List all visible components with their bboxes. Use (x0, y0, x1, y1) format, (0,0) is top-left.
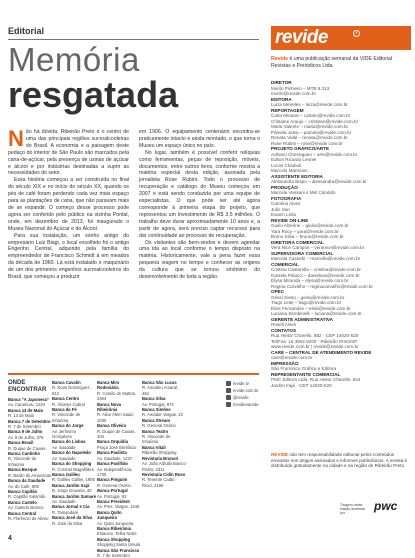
staff-heading: EDITORA (271, 96, 292, 102)
list-item (142, 418, 186, 429)
list-item (97, 439, 141, 450)
newsstand-name: Banca Jornal e Cia (52, 504, 90, 510)
social-link[interactable]: /revidenarede (226, 401, 266, 408)
newsstand-name: Banca Galileu (52, 471, 80, 477)
list-item (142, 396, 186, 407)
newsstand-address: Av. João Arbulla Bianco (142, 461, 186, 467)
list-item (8, 408, 52, 419)
staff-line: Regina Carvalho – reginacarvalho@revide.com.br (271, 283, 373, 289)
staff-line: Roseli Alves (271, 322, 297, 327)
facebook-icon (226, 402, 231, 407)
list-item (97, 423, 141, 439)
list-item (52, 407, 96, 423)
newsstand-address: R. Coronel Magalhães (52, 466, 94, 472)
staff-heading: ASSISTENTE EDITORIA (271, 173, 323, 179)
staff-line: Yara Racy – yara@revide.com.br (271, 228, 339, 234)
staff-heading: FOTOGRAFIA (271, 195, 302, 201)
newsstand-address: Av. Saudade (52, 455, 76, 461)
page-number: 4 (8, 535, 12, 542)
list-item (52, 504, 96, 515)
newsstand-address: R. Visconde de Inhaúma (52, 412, 81, 423)
tv-icon (226, 381, 231, 386)
newsstand-address: R. General Osório (97, 482, 131, 488)
staff-line: Marcelo Marmiani (271, 168, 308, 173)
newsstand-name: Banca Brasil (8, 440, 34, 446)
list-item (8, 500, 52, 511)
social-link[interactable]: @revide (226, 394, 266, 401)
staff-line: Ewaim Leão (271, 212, 297, 217)
social-links (226, 380, 266, 408)
staff-heading: GERENTE ADMINISTRATIVA (271, 316, 333, 322)
newsstand-address: R. 13 de Maio (8, 413, 35, 419)
masthead-staff (271, 80, 411, 388)
staff-line: murilo@revide.com.br (271, 91, 316, 96)
staff-heading: PRODUÇÃO (271, 184, 298, 190)
newsstand-address: Av. Pres. Vargas, 1446 (97, 504, 140, 510)
list-item (142, 429, 186, 445)
paragraph: Para sua instalação, um sonho antigo do empresário Luiz Biagi, o local escolhido foi o antigo Engenho Central, adquirido pela família do empreendedor de Francisco Schmidt à em meados da década de 1960. Lá está instalado o maquinário de um dos primeiros engenhos sucroalcooleiros do Brasil, que começou a produzir (8, 232, 129, 281)
newsstand-address: Av. Saudade (52, 444, 76, 450)
list-item (97, 488, 141, 499)
staff-line: Bruno Silva – bruno@revide.com.br (271, 234, 344, 239)
staff-line: Marcela Cassebi – marcella@revide.com.br (271, 256, 361, 261)
newsstand-address: R. Visconde de Inhaúma (142, 434, 171, 445)
list-item (8, 440, 52, 451)
staff-line: Rua Heitor Charello, 882 · CEP 14020-520 (271, 333, 359, 338)
section-label: Editorial (8, 26, 45, 36)
social-link[interactable]: revide.tv (226, 380, 266, 387)
list-item (52, 380, 96, 396)
staff-line: www.revide.com.br | revide@revide.com.br (271, 344, 359, 349)
staff-heading: COMERCIAL (271, 261, 299, 267)
newsstand-name: Banca Bosque (8, 467, 38, 473)
newsstand-name: Banca da Saudade (8, 478, 46, 484)
staff-line: Elysa Miranda – elysa@revide.com.br (271, 278, 349, 283)
list-item (8, 467, 52, 478)
staff-line: Tel/Fax: 16 3602.5200 · Ribeirão Preto/SP (271, 338, 358, 344)
newsstand-name: Banca do Lisboa (52, 439, 86, 445)
newsstand-name: Banca 9 de Julho (8, 429, 43, 435)
headline-line1: Memória (8, 41, 140, 78)
newsstand-name: Banca 7 de Setembro (8, 418, 51, 424)
staff-line: Tiago Leite – tiago@revide.com.br (271, 300, 342, 305)
newsstand-address: Av. Portugal, 974 (142, 401, 174, 407)
newsstand-name: Banca Cantinho (8, 451, 40, 457)
list-item (8, 511, 52, 522)
newsstand-name: Banca Portugal (97, 488, 128, 494)
staff-line: PMC Editora Ltda. Rua Heitor Charello, 844 (271, 377, 361, 382)
staff-line: Jardim Irajá · CEP 14020-520 (271, 382, 332, 388)
staff-heading: REPORTAGEM (271, 107, 304, 113)
newsstand-address: Av. Saudade, 1227 (97, 455, 133, 461)
newsstand-name: Banca Pavilhão (97, 461, 128, 467)
newsstand-address: Av. Caramuru, 1234 (8, 402, 46, 408)
paragraph: No lugar, também é possível conferir relíquias como ferramentas, peças de reposição, móveis, documentos, entre outros itens, conforme mostra a matéria especial desta edição, assinada pela jornalista Rose Rubini. Todo o processo de recuperação e catálogo do Museu começou em 2007 e está sendo conduzida por uma equipe de especialistas. O que pode ser até agora corresponde à primeira etapa do projeto, que representou um investimento de R$ 3,5 milhões. O trabalho deve durar aproximadamente 10 anos e, a partir de agora, será preciso captar recursos para dar continuidade ao processo de recuperação. (139, 149, 260, 239)
disclaimer: REVIDE não tem responsabilidade editorial pelos conteúdos enviados nos artigos assinados e informes publicitários. A revista é distribuída gratuitamente na cidade e na região de Ribeirão Preto (271, 452, 408, 469)
top-rule (8, 39, 259, 40)
staff-heading: CONTATOS (271, 327, 297, 333)
staff-heading: DIRETORA COMERCIAL (271, 239, 324, 245)
list-item (52, 494, 96, 505)
staff-line: Giulio Alzerine – giulio@revide.com.br (271, 223, 349, 228)
newsstand-address: R. Amadeu Amaral, 484 (142, 385, 179, 396)
onde-column-4 (142, 380, 186, 488)
newsstand-address: R. Duque de Caxias, 404 (97, 428, 136, 440)
staff-line: Carla Minossi – carlam@revide.com.br (271, 113, 351, 118)
staff-heading: SUPERVISORA COMERCIAL (271, 250, 334, 256)
newsstand-address: Praça José Bonifácio (97, 444, 137, 450)
newsstand-name: Banca José da Silva (52, 515, 93, 521)
audit-text: Tiragem desta edição auditada por (340, 503, 365, 516)
staff-heading: OPEC (271, 289, 285, 294)
newsstand-address: R. José da Silva (52, 520, 83, 526)
staff-heading: CARE – CENTRAL DE ATENDIMENTO REVIDE (271, 349, 372, 355)
accent-rule (8, 373, 259, 375)
newsstand-address: R. Nove Dominguez, 812 (52, 385, 91, 396)
newsstand-address: Av. Portugal, 63 (97, 493, 127, 499)
newsstand-address: R. Jorge Gouveia, 40 (52, 488, 92, 494)
registered-icon: ® (353, 30, 360, 37)
list-item (8, 478, 52, 489)
list-item (97, 499, 141, 510)
newsstand-name: Banca Stream (142, 417, 170, 423)
staff-line: Murilo Pinheiro – MTB 6.313 (271, 85, 330, 91)
newsstand-name: Banca Cavalin (52, 380, 81, 385)
newsstand-name: Banca Pinguim (97, 477, 128, 483)
staff-line: Daniela Palucci – danielaxs@revide.com.br (271, 272, 360, 278)
list-item (97, 402, 141, 424)
staff-heading: PROJETO GRÁFICO/ARTE (271, 146, 330, 151)
staff-line: Adriano Chenegano – arte@revide.com.br (271, 151, 358, 157)
list-item (142, 380, 186, 396)
paragraph: ão há dúvida: Ribeirão Preto é o centro de uma das principais regiões sucroalcooleiras do Brasil. A economia e a paisagem deste pedaço do interior de São Paulo são marcados pela cana-de-açúcar, pela presença de usinas de açúcar e álcool e por indústrias destinadas a suprir as necessidades do setor. (8, 129, 129, 177)
brand-name: Revide (271, 56, 289, 62)
newsstand-name: Banca São Lucas (142, 380, 177, 385)
paragraph: Essa história começou a ser construída no final do século XIX e no início do século XX, quando os pés de café foram perdendo cada vez mais espaço para as plantações de cana, que não paravam mais de se expandir. O começo desse processo pode agora ser conferido pelo público na vizinha Pontal, onde, em dezembro de 2013, foi inaugurado o Museu Nacional do Açúcar e do Álcool. (8, 177, 129, 232)
newsstand-name: Banca Oliveira (97, 423, 127, 429)
web-icon (226, 388, 231, 393)
list-item (8, 419, 52, 430)
newsstand-address: Shopping Santa Úrsula (97, 542, 141, 548)
list-item (142, 472, 186, 488)
staff-line: Maria Valente – maria@revide.com.br (271, 124, 349, 129)
newsstand-name: Banca da Fé (52, 407, 77, 413)
newsstand-address: R. Tamandaré (52, 509, 79, 515)
newsstand-address: Av. Independência, 1730 (97, 466, 133, 477)
list-item (8, 451, 52, 467)
staff-line: Luciana Sembinelli – luciana@revide.com.br (271, 311, 362, 316)
list-item (142, 456, 186, 467)
staff-line: Julio San (271, 206, 290, 212)
list-item (97, 548, 141, 558)
newsstand-address: R. Galileu Galilei, 1905 (52, 477, 95, 483)
list-item (97, 510, 141, 526)
newsstand-name: Banca Central (8, 510, 37, 516)
list-item (8, 397, 52, 408)
staff-line: Cristina Cantarella – cristina@revide.com.br (271, 267, 361, 272)
newsstand-address: R. Amador Vargas, 43 (142, 412, 183, 418)
article-column-1 (8, 126, 129, 281)
newsstand-name: Banca do Shopping (52, 461, 92, 467)
staff-heading: IMPRESSÃO (271, 360, 299, 366)
list-item (97, 461, 141, 477)
newsstand-address: Pedro, 2311 (142, 466, 165, 472)
newsstand-address: R. 7 de Setembro (8, 424, 41, 430)
staff-line: Rose Rubini – rose@revide.com.br (271, 140, 343, 146)
list-item (52, 483, 96, 494)
brand-name: REVIDE (271, 452, 289, 457)
newsstand-name: Banca Quito Junqueira (97, 509, 122, 521)
newsstand-name: Banca Orquídia (97, 439, 128, 445)
onde-column-1 (8, 397, 52, 521)
newsstand-name: Banca Teatro (142, 428, 169, 434)
newsstand-address: Av. Saudade (52, 498, 76, 504)
newsstand-name: Revistaria Brunori (142, 455, 179, 461)
newsstand-name: Revistaria Cidin Roso (142, 471, 186, 477)
newsstand-name: Banca Castelo (8, 499, 37, 505)
staff-line: Lucas Chiabuti (271, 162, 302, 168)
newsstand-name: Banca Jardim Sumaré (52, 493, 96, 499)
newsstand-name: Banca President (97, 498, 130, 504)
staff-line: Renata Vidal – renata@revide.com.br (271, 135, 348, 140)
newsstand-name: Banca Jardim Irajá (52, 482, 90, 488)
list-item (142, 407, 186, 418)
staff-line: Vera Nice Campos – veranice@revide.com.br (271, 245, 365, 250)
list-item (52, 515, 96, 526)
newsstand-name: Banca Capitão (8, 488, 38, 494)
newsstand-name: Banca do Jorge (52, 423, 84, 429)
dropcap: N (8, 126, 24, 151)
list-item (52, 450, 96, 461)
onde-column-2 (52, 380, 96, 526)
newsstand-name: Banca São Francisco (97, 547, 140, 553)
newsstand-name: Banca Nova Ribeirânia (97, 401, 121, 413)
paragraph: Os visitantes são bem-vindos e devem agendar uma ida ao local conforme o tempo disposto na matéria. Historicamente, vale a pena fazer essa pequena viagem no tempo e conhecer as origens da cultura que se tornou sinônimo do desenvolvimento de toda a região. (139, 239, 260, 281)
list-item (8, 489, 52, 500)
newsstand-address: R. Tenente Catão Roxo, 2196 (142, 477, 175, 488)
staff-line: Cristiane Araujo – cristiane@revide.com.br (271, 118, 359, 124)
staff-line: Alessandra Bispo – alessandra@revide.com.br (271, 179, 367, 184)
staff-line: Edson Ricardo Leonel (271, 157, 317, 162)
staff-line: Géssi Cieso – geisa@revide.com.br (271, 294, 345, 300)
list-item (97, 526, 141, 537)
twitter-icon (226, 395, 231, 400)
staff-line: Luiza Meireles – luiza@revide.com.br (271, 102, 348, 107)
newsstand-address: Av. 9 de Julho, 378 (8, 434, 44, 440)
list-item (97, 477, 141, 488)
staff-line: care@revide.com.br (271, 355, 313, 360)
list-item (8, 429, 52, 440)
newsstand-name: Banca Simões (142, 407, 171, 413)
newsstand-address: Av. Castelo Branco (8, 505, 44, 511)
staff-heading: DIRETOR (271, 80, 292, 85)
list-item (142, 445, 186, 456)
staff-heading: REVIDE ON-LINE (271, 217, 309, 223)
staff-heading: REPRESENTANTE COMERCIAL (271, 371, 341, 377)
pwc-logo: pwc (374, 499, 398, 513)
newsstand-name: Banca Paulista (97, 450, 127, 456)
staff-line: Carolina Alves (271, 201, 301, 206)
newsstand-name: Banca Vitali (142, 444, 166, 450)
newsstand-address: R. Alice Além Saad, 1030 (97, 412, 134, 423)
onde-title: ONDE ENCONTRAR (8, 380, 47, 393)
staff-line: São Francisco Gráfica e Editora (271, 366, 337, 371)
logo-text: revide (275, 27, 328, 48)
headline-line2: resgatada (8, 74, 179, 115)
newsstand-name: Banca Centro (52, 396, 80, 402)
newsstand-address: Ribeirão Shopping (142, 450, 177, 456)
social-link[interactable]: revide.com.br (226, 387, 266, 394)
newsstand-address: R. Visconde de Inhaúma (8, 456, 37, 467)
newsstand-name: Banca Ribeirânia (97, 525, 131, 531)
revide-logo (271, 26, 411, 50)
newsstand-address: Av. do Café, 905 (8, 483, 39, 489)
newsstand-address: R. Duque de Caxias (8, 445, 46, 451)
list-item (97, 380, 141, 402)
article-column-2 (139, 129, 260, 281)
list-item (52, 423, 96, 439)
newsstand-name: Banca 13 de Maio (8, 407, 44, 413)
newsstand-name: Banca Silva (142, 396, 166, 402)
staff-line: Pâmela Jalva – pamela@revide.com.br (271, 129, 352, 135)
newsstand-address: R. Capitão Salomão (8, 494, 46, 500)
newsstand-address: Av. Jerônimo Gonçalves (52, 428, 77, 440)
staff-line: Marcela Vessani e Mel Cândido (271, 190, 336, 195)
list-item (52, 472, 96, 483)
list-item (97, 450, 141, 461)
newsstand-address: Estacion. Telha Norte (97, 531, 137, 537)
audit-seal (340, 497, 411, 517)
newsstand-address: R. General Osório (142, 423, 176, 429)
newsstand-address: R. 7 de Setembro (97, 553, 130, 558)
newsstand-address: Av. Quito Junqueira (97, 520, 134, 526)
list-item (52, 461, 96, 472)
newsstand-address: R. Florêncio de Abreu (8, 515, 49, 521)
masthead-intro: Revide é uma publicação semanal da VIDE Editorial Revistas e Periódicos Ltda. (271, 56, 393, 69)
newsstand-address: R. Barão do Amazonas (8, 472, 52, 478)
newsstand-name: Banca Mini Rodoviária (97, 380, 120, 391)
newsstand-address: R. Camilo de Mattos, 2404 (97, 390, 137, 402)
newsstand-name: Banca Shopping (97, 536, 131, 542)
onde-column-3 (97, 380, 141, 558)
newsstand-address: R. Álvares Cabral (52, 401, 85, 407)
list-item (52, 439, 96, 450)
newsstand-name: Banca "A Japonesa" (8, 397, 50, 402)
list-item (52, 396, 96, 407)
staff-line: Elvis Fernandes – elvis@revide.com.br (271, 305, 351, 311)
list-item (97, 537, 141, 548)
newsstand-name: Banca do Napoleão (52, 450, 91, 456)
paragraph: em 1906. O equipamento centenário encontra-se praticamente intacto e ainda montado, o que torna o Museu um espaço único no país. (139, 129, 260, 149)
